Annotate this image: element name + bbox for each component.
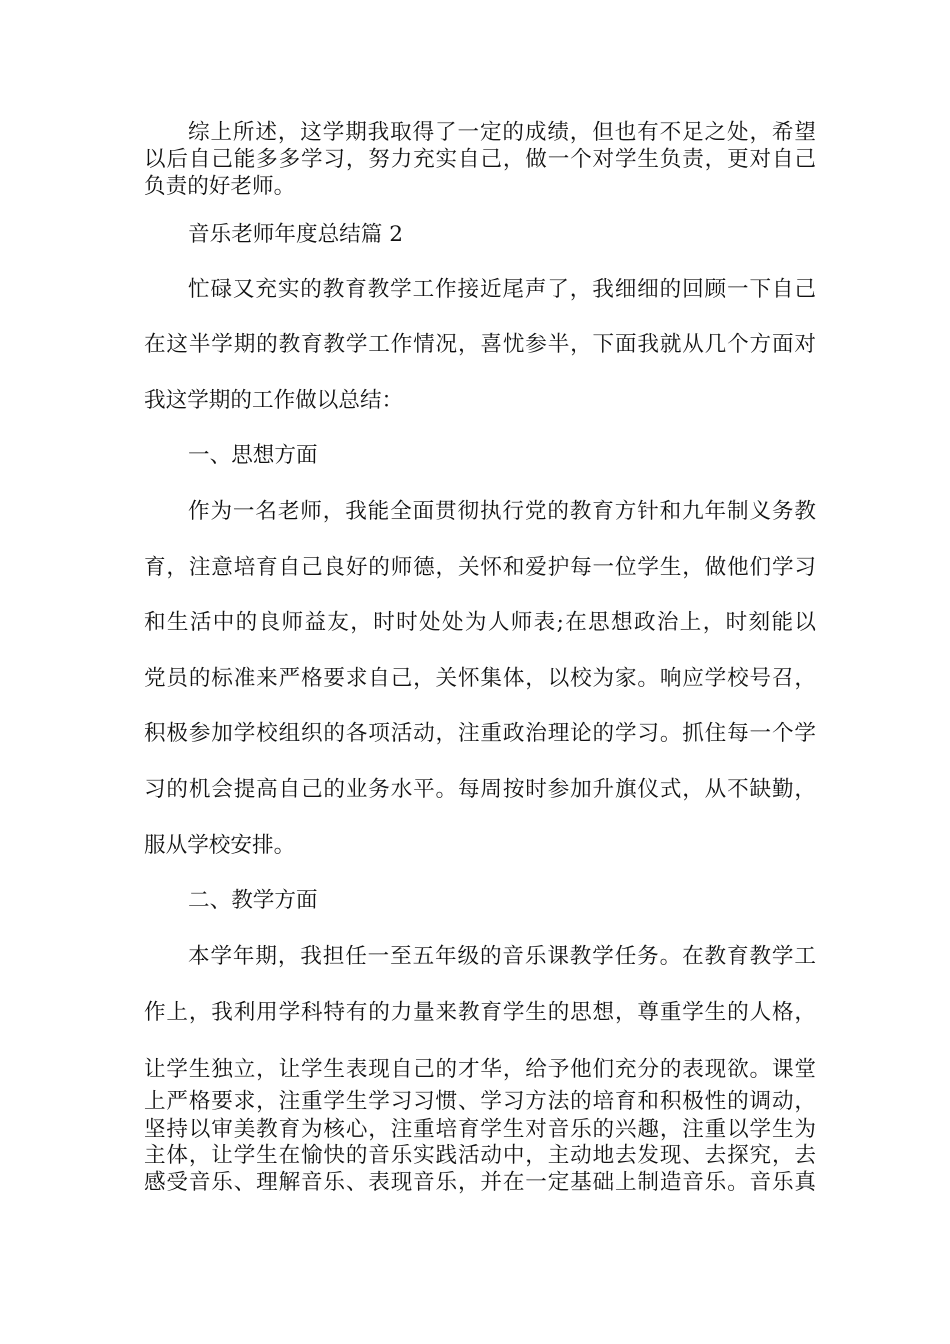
text-line: 坚持以审美教育为核心，注重培育学生对音乐的兴趣，注重以学生为 xyxy=(144,1117,816,1142)
text-line: 综上所述，这学期我取得了一定的成绩，但也有不足之处，希望 xyxy=(188,120,816,145)
text-line: 服从学校安排。 xyxy=(144,833,296,858)
text-line: 我这学期的工作做以总结： xyxy=(144,388,404,413)
section-title-text: 音乐老师年度总结篇 2 xyxy=(188,222,403,247)
text-line: 作为一名老师，我能全面贯彻执行党的教育方针和九年制义务教 xyxy=(188,499,816,524)
text-line: 忙碌又充实的教育教学工作接近尾声了，我细细的回顾一下自己 xyxy=(188,277,816,302)
heading-text: 一、思想方面 xyxy=(188,443,318,468)
heading-text: 二、教学方面 xyxy=(188,888,318,913)
text-line: 积极参加学校组织的各项活动，注重政治理论的学习。抓住每一个学 xyxy=(144,721,816,746)
text-line: 和生活中的良师益友，时时处处为人师表;在思想政治上，时刻能以 xyxy=(144,610,816,635)
text-line: 党员的标准来严格要求自己，关怀集体，以校为家。响应学校号召， xyxy=(144,666,816,691)
text-line: 负责的好老师。 xyxy=(144,174,296,199)
text-line: 作上，我利用学科特有的力量来教育学生的思想，尊重学生的人格， xyxy=(144,1000,816,1025)
text-line: 上严格要求，注重学生学习习惯、学习方法的培育和积极性的调动， xyxy=(144,1089,816,1114)
text-line: 以后自己能多多学习，努力充实自己，做一个对学生负责，更对自己 xyxy=(144,147,816,172)
text-line: 育，注意培育自己良好的师德，关怀和爱护每一位学生，做他们学习 xyxy=(144,555,816,580)
text-line: 习的机会提高自己的业务水平。每周按时参加升旗仪式，从不缺勤， xyxy=(144,777,816,802)
text-line: 感受音乐、理解音乐、表现音乐，并在一定基础上制造音乐。音乐真 xyxy=(144,1170,816,1195)
text-line: 本学年期，我担任一至五年级的音乐课教学任务。在教育教学工 xyxy=(188,944,816,969)
text-line: 让学生独立，让学生表现自己的才华，给予他们充分的表现欲。课堂 xyxy=(144,1057,816,1082)
text-line: 在这半学期的教育教学工作情况，喜忧参半，下面我就从几个方面对 xyxy=(144,332,816,357)
text-line: 主体，让学生在愉快的音乐实践活动中，主动地去发现、去探究，去 xyxy=(144,1143,816,1168)
